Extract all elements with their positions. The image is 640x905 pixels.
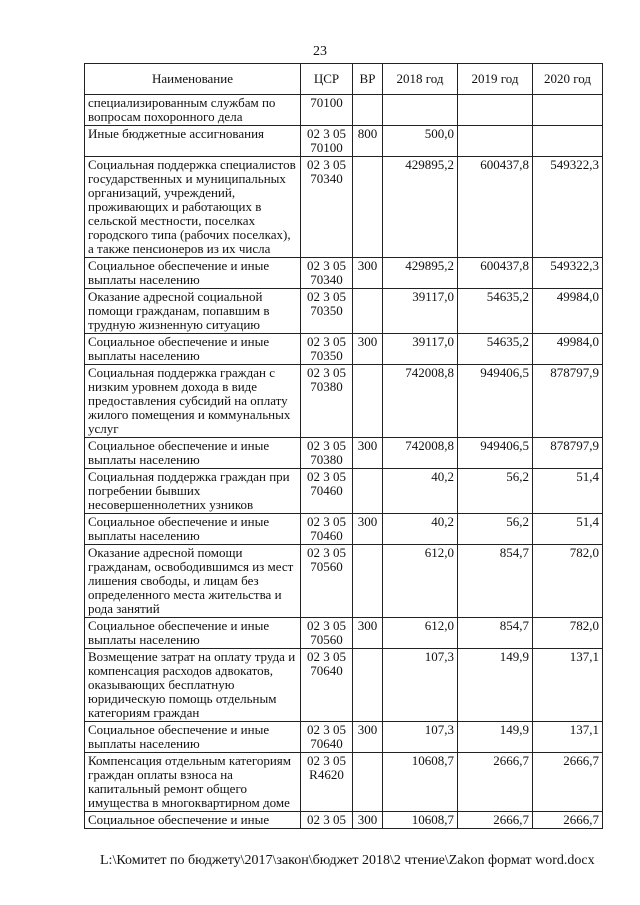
header-2020: 2020 год: [533, 64, 603, 95]
cell-vr: [353, 469, 383, 514]
cell-2020: 782,0: [533, 545, 603, 618]
cell-2018: 429895,2: [383, 157, 458, 258]
cell-vr: [353, 95, 383, 126]
cell-name: Социальная поддержка граждан при погребении бывших несовершеннолетних узников: [85, 469, 301, 514]
cell-name: специализированным службам по вопросам похоронного дела: [85, 95, 301, 126]
cell-2019: 600437,8: [458, 258, 533, 289]
table-row: [85, 157, 603, 258]
cell-2019: 149,9: [458, 649, 533, 722]
table-row: [85, 618, 603, 649]
cell-csr: 02 3 05 70350: [301, 334, 353, 365]
cell-name: Социальная поддержка специалистов государственных и муниципальных организаций, учреждений, проживающих и работающих в сельской местности, поселках городского типа (рабочих поселках), а также пенсионеров из их числа: [85, 157, 301, 258]
file-path-footer: L:\Комитет по бюджету\2017\закон\бюджет 2018\2 чтение\Zakon формат word.docx: [100, 853, 595, 868]
cell-2019: 54635,2: [458, 334, 533, 365]
cell-csr: 02 3 05 70560: [301, 618, 353, 649]
table-row: [85, 289, 603, 334]
cell-2020: 549322,3: [533, 157, 603, 258]
cell-vr: 300: [353, 618, 383, 649]
table-row: [85, 95, 603, 126]
cell-2018: 40,2: [383, 514, 458, 545]
cell-vr: [353, 545, 383, 618]
cell-2018: 742008,8: [383, 365, 458, 438]
cell-vr: [353, 157, 383, 258]
cell-2019: [458, 126, 533, 157]
header-name: Наименование: [85, 64, 301, 95]
cell-csr: 02 3 05 70350: [301, 289, 353, 334]
cell-name: Социальное обеспечение и иные выплаты населению: [85, 514, 301, 545]
cell-2019: 149,9: [458, 722, 533, 753]
cell-2019: 2666,7: [458, 753, 533, 812]
cell-2019: 949406,5: [458, 438, 533, 469]
cell-2018: 39117,0: [383, 334, 458, 365]
page-number: 23: [313, 44, 327, 59]
cell-2020: 2666,7: [533, 753, 603, 812]
cell-2020: 2666,7: [533, 812, 603, 829]
cell-2018: 500,0: [383, 126, 458, 157]
cell-name: Компенсация отдельным категориям граждан оплаты взноса на капитальный ремонт общего имущества в многоквартирном доме: [85, 753, 301, 812]
cell-csr: 02 3 05 70460: [301, 514, 353, 545]
cell-2018: [383, 95, 458, 126]
cell-2020: 549322,3: [533, 258, 603, 289]
cell-2019: [458, 95, 533, 126]
table-row: [85, 722, 603, 753]
cell-vr: 800: [353, 126, 383, 157]
cell-2019: 949406,5: [458, 365, 533, 438]
cell-2020: 878797,9: [533, 365, 603, 438]
cell-2018: 612,0: [383, 618, 458, 649]
cell-2019: 854,7: [458, 545, 533, 618]
cell-2018: 39117,0: [383, 289, 458, 334]
cell-2018: 612,0: [383, 545, 458, 618]
table-row: [85, 514, 603, 545]
header-2018: 2018 год: [383, 64, 458, 95]
cell-2019: 56,2: [458, 469, 533, 514]
cell-2020: 137,1: [533, 722, 603, 753]
cell-name: Социальное обеспечение и иные выплаты населению: [85, 438, 301, 469]
cell-vr: 300: [353, 514, 383, 545]
cell-vr: [353, 289, 383, 334]
cell-2019: 854,7: [458, 618, 533, 649]
cell-vr: 300: [353, 334, 383, 365]
cell-2019: 600437,8: [458, 157, 533, 258]
table-row: [85, 469, 603, 514]
cell-2019: 56,2: [458, 514, 533, 545]
cell-csr: 02 3 05 70640: [301, 649, 353, 722]
cell-name: Социальное обеспечение и иные выплаты населению: [85, 722, 301, 753]
cell-csr: 02 3 05 70100: [301, 126, 353, 157]
cell-2018: 429895,2: [383, 258, 458, 289]
table-row: [85, 438, 603, 469]
cell-csr: 02 3 05 70640: [301, 722, 353, 753]
cell-2020: 782,0: [533, 618, 603, 649]
cell-2020: 878797,9: [533, 438, 603, 469]
cell-csr: 02 3 05 70340: [301, 157, 353, 258]
header-vr: ВР: [353, 64, 383, 95]
table-row: [85, 258, 603, 289]
cell-2019: 2666,7: [458, 812, 533, 829]
cell-2018: 10608,7: [383, 812, 458, 829]
header-csr: ЦСР: [301, 64, 353, 95]
cell-name: Иные бюджетные ассигнования: [85, 126, 301, 157]
header-2019: 2019 год: [458, 64, 533, 95]
table-body: [85, 95, 603, 829]
cell-vr: 300: [353, 722, 383, 753]
table-row: [85, 812, 603, 829]
cell-2020: [533, 126, 603, 157]
cell-vr: [353, 753, 383, 812]
budget-table: [84, 63, 603, 829]
table-row: [85, 545, 603, 618]
cell-vr: 300: [353, 258, 383, 289]
table-header-row: [85, 64, 603, 95]
cell-csr: 02 3 05 70460: [301, 469, 353, 514]
cell-2020: [533, 95, 603, 126]
cell-vr: [353, 649, 383, 722]
cell-name: Социальная поддержка граждан с низким уровнем дохода в виде предоставления субсидий на оплату жилого помещения и коммунальных услуг: [85, 365, 301, 438]
table-row: [85, 753, 603, 812]
cell-2020: 49984,0: [533, 289, 603, 334]
cell-2018: 40,2: [383, 469, 458, 514]
cell-csr: 02 3 05 R4620: [301, 753, 353, 812]
cell-2020: 51,4: [533, 514, 603, 545]
cell-csr: 02 3 05 70380: [301, 438, 353, 469]
cell-name: Возмещение затрат на оплату труда и компенсация расходов адвокатов, оказывающих бесплатную юридическую помощь отдельным категориям граждан: [85, 649, 301, 722]
cell-2018: 107,3: [383, 722, 458, 753]
cell-2020: 51,4: [533, 469, 603, 514]
cell-vr: [353, 365, 383, 438]
cell-2020: 49984,0: [533, 334, 603, 365]
table-row: [85, 365, 603, 438]
cell-name: Оказание адресной социальной помощи гражданам, попавшим в трудную жизненную ситуацию: [85, 289, 301, 334]
cell-2018: 107,3: [383, 649, 458, 722]
cell-name: Социальное обеспечение и иные выплаты населению: [85, 258, 301, 289]
cell-name: Социальное обеспечение и иные: [85, 812, 301, 829]
cell-vr: 300: [353, 812, 383, 829]
cell-csr: 02 3 05 70560: [301, 545, 353, 618]
table-row: [85, 649, 603, 722]
cell-name: Социальное обеспечение и иные выплаты населению: [85, 334, 301, 365]
cell-csr: 02 3 05: [301, 812, 353, 829]
table-row: [85, 126, 603, 157]
cell-name: Оказание адресной помощи гражданам, освободившимся из мест лишения свободы, и лицам без определенного места жительства и рода занятий: [85, 545, 301, 618]
cell-csr: 70100: [301, 95, 353, 126]
cell-2018: 742008,8: [383, 438, 458, 469]
cell-csr: 02 3 05 70380: [301, 365, 353, 438]
cell-2019: 54635,2: [458, 289, 533, 334]
cell-name: Социальное обеспечение и иные выплаты населению: [85, 618, 301, 649]
cell-vr: 300: [353, 438, 383, 469]
table-row: [85, 334, 603, 365]
cell-2020: 137,1: [533, 649, 603, 722]
cell-2018: 10608,7: [383, 753, 458, 812]
cell-csr: 02 3 05 70340: [301, 258, 353, 289]
